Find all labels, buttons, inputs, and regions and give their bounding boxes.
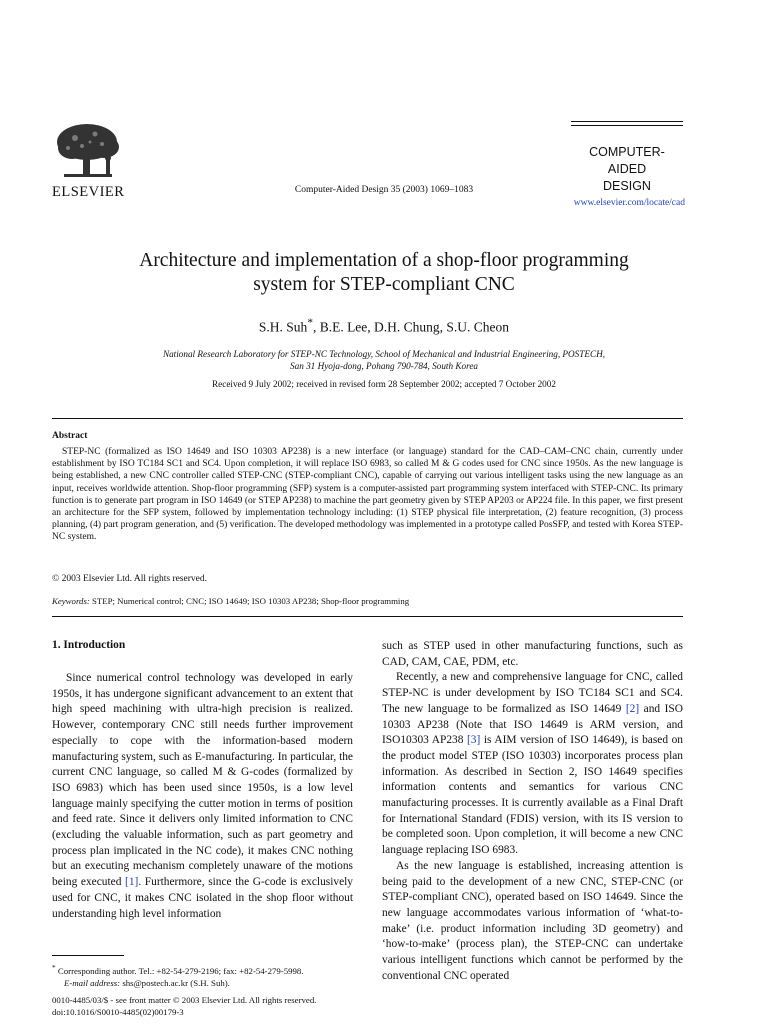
doi-line: doi:10.1016/S0010-4485(02)00179-3 (52, 1007, 184, 1017)
keywords-list: STEP; Numerical control; CNC; ISO 14649; ISO 10303 AP238; Shop-floor programming (89, 596, 410, 606)
paragraph: such as STEP used in other manufacturing functions, such as CAD, CAM, CAE, PDM, etc. (382, 640, 683, 668)
paragraph-text: Since numerical control technology was developed in early 1950s, it has undergone significant advancement to an extent that high speed machining with ultra-high precision is realized. However, contemporary CNC still needs further improvement especially to cope with the information-based modern manufacturing system, such as E-manufacturing. In particular, the current CNC language, so called M & G-codes (formalized by ISO 6983) which has been used since 1950s, is a low level language mainly specifying the cutter motion in terms of position and feed rate. Since it delivers only limited information to CNC (excluding the valuable information, such as part geometry and process plan implicated in the NC code), it makes CNC nothing but an executing mechanism completely unaware of the motions being executed (52, 672, 353, 889)
footnote-rule (52, 955, 124, 956)
elsevier-tree-logo (50, 120, 124, 184)
publisher-name: ELSEVIER (52, 184, 125, 200)
author-name: S.H. Suh (258, 319, 308, 335)
journal-url-link[interactable]: www.elsevier.com/locate/cad (573, 198, 685, 208)
footnote-contact: Corresponding author. Tel.: +82-54-279-2196; fax: +82-54-279-5998. (55, 965, 304, 976)
footnote-mark: * (52, 963, 56, 972)
email-address[interactable]: shs@postech.ac.kr (S.H. Suh). (120, 977, 230, 988)
article-title-line: system for STEP-compliant CNC (253, 274, 515, 295)
affiliation (60, 348, 708, 372)
section-rule (52, 418, 683, 419)
article-title-line: Architecture and implementation of a shop-floor programming (139, 250, 629, 271)
header-rule (571, 121, 683, 122)
co-authors: , B.E. Lee, D.H. Chung, S.U. Cheon (312, 319, 510, 335)
paragraph-text: . Furthermore, since the G-code is exclusively used for CNC, it makes CNC isolated in the shop floor without understanding high level information (52, 876, 353, 920)
section-rule (52, 616, 683, 617)
email-label: E-mail address: (64, 977, 121, 988)
paragraph-text: Recently, a new and comprehensive language for CNC, called STEP-NC is under development by ISO TC184 SC1 and SC4. The new language to be formalized as ISO 14649 (382, 671, 683, 715)
keywords-label: Keywords: (52, 596, 90, 606)
left-column-paragraph (52, 671, 353, 922)
journal-name-line: COMPUTER-AIDED (589, 145, 665, 176)
paragraph-text: is AIM version of ISO 14649), is based on the product model STEP (ISO 10303) incorporates process plan information. As described in Section 2, ISO 14649 specifies information contents and semantics for various CNC manufacturing processes. It is currently available as a Final Draft for International Standard (FDIS) version, with its IS version to be completed soon. Upon completion, it will become a new CNC language replacing ISO 6983. (382, 734, 683, 857)
issn-line: 0010-4485/03/$ - see front matter © 2003 Elsevier Ltd. All rights reserved. (52, 995, 317, 1005)
abstract-text: STEP-NC (formalized as ISO 14649 and ISO 10303 AP238) is a new interface (or language) standard for the CAD–CAM–CNC chain, currently under establishment by ISO TC184 SC1 and SC4. Upon completion, it will replace ISO 6983, so called M & G codes used for CNC since 1950s. As the new language is being established, a new CNC controller called STEP-CNC (STEP-compliant CNC), capable of carrying out various intelligent tasks using the new language as an input, receives worldwide attention. Shop-floor programming (SFP) system is a computer-assisted part programming system interfaced with STEP-CNC. Its primary function is to generate part program in ISO 14649 (or STEP AP238) to machine the part geometry given by STEP AP203 or AP224 file. In this paper, we first present an architecture for the SFP system, followed by implementation technology including: (1) STEP physical file interpretation, (2) feature recognition, (3) process planning, (4) part program generation, and (5) verification. The developed methodology was implemented in a prototype called PosSFP, and tested with Korea STEP-NC system. (52, 447, 683, 543)
right-column (382, 639, 683, 984)
section-heading: 1. Introduction (52, 639, 126, 651)
footnote-line (52, 977, 304, 989)
affiliation-line: San 31 Hyoja-dong, Pohang 790-784, South Korea (290, 361, 478, 371)
journal-name-line: DESIGN (603, 179, 651, 193)
paragraph (382, 670, 683, 858)
received-dates: Received 9 July 2002; received in revised form 28 September 2002; accepted 7 October 2002 (212, 379, 556, 389)
corresponding-author-mark[interactable]: * (307, 317, 313, 329)
paragraph-text: and ISO 10303 AP238 (Note that ISO 14649 is ARM version, and ISO10303 AP238 (382, 702, 683, 747)
journal-name (571, 144, 683, 195)
footnote (52, 962, 304, 989)
abstract-heading: Abstract (52, 431, 88, 441)
article-footer (52, 994, 316, 1018)
footnote-line (52, 962, 304, 977)
affiliation-line: National Research Laboratory for STEP-NC Technology, School of Mechanical and Industrial Engineering, POSTECH, (162, 349, 606, 359)
paragraph: As the new language is established, increasing attention is being paid to the development of a new CNC, STEP-CNC (or STEP-compliant CNC), operated based on ISO 14649. Since the new language accommodates various information of ‘what-to-make’ (i.e. product information including 3D geometry) and ‘how-to-make’ (process plan), the STEP-CNC can undertake various intelligent functions which cannot be performed by the conventional CNC operated (382, 859, 683, 982)
journal-citation: Computer-Aided Design 35 (2003) 1069–1083 (294, 185, 474, 195)
reference-link-1[interactable]: [1] (125, 876, 139, 889)
header-rule (571, 125, 683, 126)
keywords (52, 596, 409, 606)
author-list (0, 317, 768, 336)
reference-link-2[interactable]: [2] (625, 702, 640, 715)
copyright-notice: © 2003 Elsevier Ltd. All rights reserved. (52, 574, 207, 584)
reference-link-3[interactable]: [3] (467, 734, 481, 747)
article-title (60, 249, 708, 297)
